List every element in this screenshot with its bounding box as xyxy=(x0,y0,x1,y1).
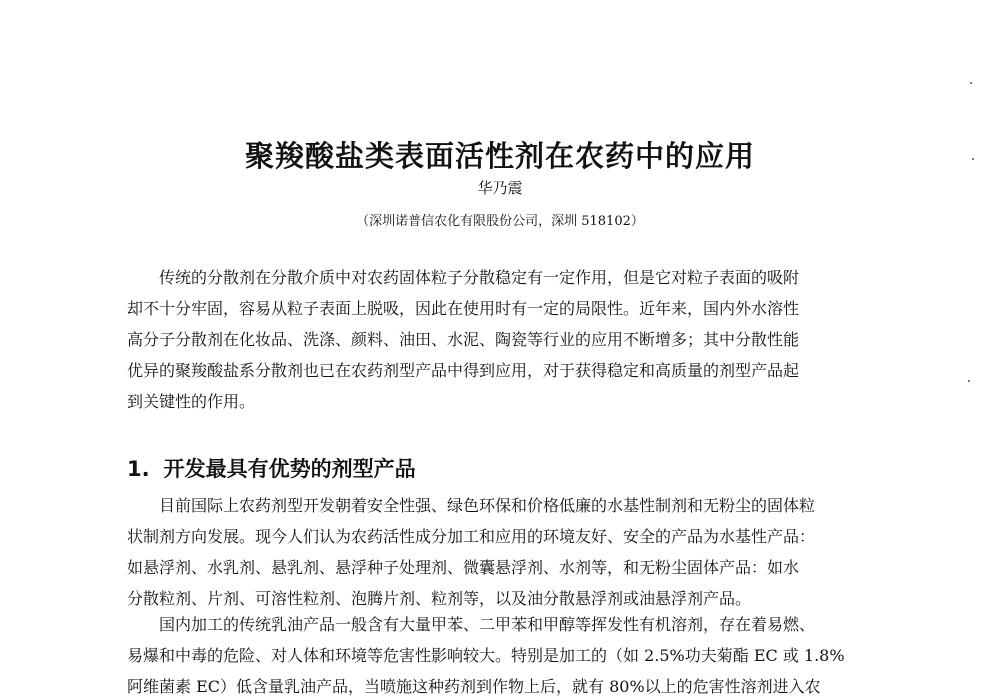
author-affiliation: （深圳诺普信农化有限股份公司，深圳 518102） xyxy=(356,214,644,229)
scan-speck xyxy=(972,158,974,160)
section-paragraph-1 xyxy=(127,490,879,614)
intro-paragraph xyxy=(127,262,879,417)
paragraph-line: 分散粒剂、片剂、可溶性粒剂、泡腾片剂、粒剂等，以及油分散悬浮剂或油悬浮剂产品。 xyxy=(127,589,752,608)
author-name: 华乃震 xyxy=(477,179,523,197)
paper-title: 聚羧酸盐类表面活性剂在农药中的应用 xyxy=(244,139,755,173)
paragraph-line: 却不十分牢固，容易从粒子表面上脱吸，因此在使用时有一定的局限性。近年来，国内外水溶性 xyxy=(127,299,800,318)
scan-speck xyxy=(968,380,970,382)
paragraph-line: 状制剂方向发展。现今人们认为农药活性成分加工和应用的环境友好、安全的产品为水基性产品： xyxy=(127,527,816,546)
paragraph-line: 阿维菌素 EC）低含量乳油产品，当喷施这种药剂到作物上后，就有 80%以上的危害性溶剂进入农 xyxy=(127,677,821,696)
paragraph-line: 高分子分散剂在化妆品、洗涤、颜料、油田、水泥、陶瓷等行业的应用不断增多；其中分散性能 xyxy=(127,330,800,349)
paragraph-line: 到关键性的作用。 xyxy=(127,392,256,411)
section-number: 1. xyxy=(127,457,150,481)
paragraph-line: 国内加工的传统乳油产品一般含有大量甲苯、二甲苯和甲醇等挥发性有机溶剂，存在着易燃、 xyxy=(159,615,816,634)
section-title: 开发最具有优势的剂型产品 xyxy=(163,457,416,481)
section-paragraph-2 xyxy=(127,609,879,697)
scan-speck xyxy=(970,82,972,84)
paragraph-line: 优异的聚羧酸盐系分散剂也已在农药剂型产品中得到应用，对于获得稳定和高质量的剂型产品起 xyxy=(127,361,800,380)
section-heading xyxy=(127,453,416,483)
paragraph-line: 目前国际上农药剂型开发朝着安全性强、绿色环保和价格低廉的水基性制剂和无粉尘的固体粒 xyxy=(159,496,816,515)
paragraph-line: 传统的分散剂在分散介质中对农药固体粒子分散稳定有一定作用，但是它对粒子表面的吸附 xyxy=(159,268,800,287)
paragraph-line: 易爆和中毒的危险、对人体和环境等危害性影响较大。特别是加工的（如 2.5%功夫菊酯 EC 或 1.8% xyxy=(127,646,845,665)
paragraph-line: 如悬浮剂、水乳剂、悬乳剂、悬浮种子处理剂、微囊悬浮剂、水剂等，和无粉尘固体产品：如水 xyxy=(127,558,800,577)
